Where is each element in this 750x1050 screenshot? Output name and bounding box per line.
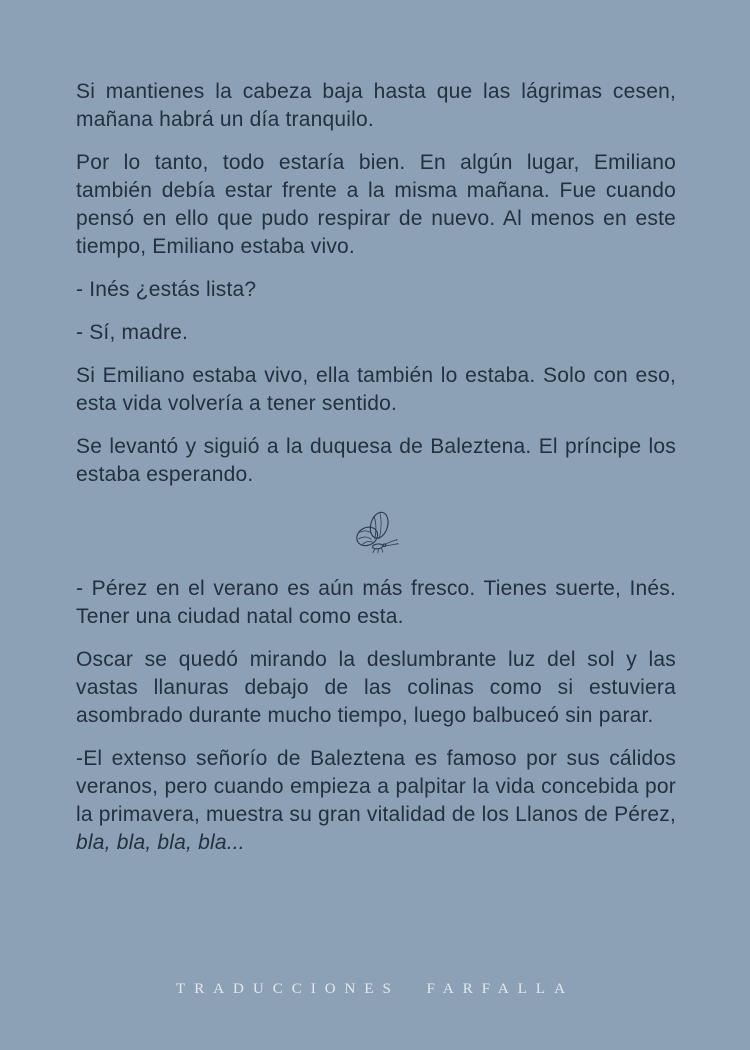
paragraph: Oscar se quedó mirando la deslumbrante luz del sol y las vastas llanuras debajo de las colinas como si estuviera asombrado durante mucho tiempo, luego balbuceó sin parar.: [76, 648, 676, 727]
butterfly-icon: [352, 505, 400, 563]
paragraph: Por lo tanto, todo estaría bien. En algún lugar, Emiliano también debía estar frente a la misma mañana. Fue cuando pensó en ello que pudo respirar de nuevo. Al menos en este tiempo, Emiliano estaba vivo.: [76, 151, 676, 258]
paragraph-text: -El extenso señorío de Baleztena es famoso por sus cálidos veranos, pero cuando empieza a palpitar la vida concebida por la primavera, muestra su gran vitalidad de los Llanos de Pérez,: [76, 747, 676, 826]
paragraph-dialogue: [76, 745, 676, 857]
paragraph-dialogue: - Pérez en el verano es aún más fresco. Tienes suerte, Inés. Tener una ciudad natal como esta.: [76, 577, 676, 628]
paragraph: Si Emiliano estaba vivo, ella también lo estaba. Solo con eso, esta vida volvería a tener sentido.: [76, 364, 676, 415]
paragraph-dialogue: - Sí, madre.: [76, 321, 189, 344]
paragraph-italic-text: bla, bla, bla, bla...: [76, 831, 245, 854]
text-content: [76, 78, 676, 872]
paragraph: Se levantó y siguió a la duquesa de Baleztena. El príncipe los estaba esperando.: [76, 435, 676, 486]
paragraph-dialogue: - Inés ¿estás lista?: [76, 278, 257, 301]
butterfly-ornament: [76, 505, 676, 563]
footer-brand: TRADUCCIONES FARFALLA: [176, 981, 574, 997]
paragraph: Si mantienes la cabeza baja hasta que las lágrimas cesen, mañana habrá un día tranquilo.: [76, 80, 676, 131]
